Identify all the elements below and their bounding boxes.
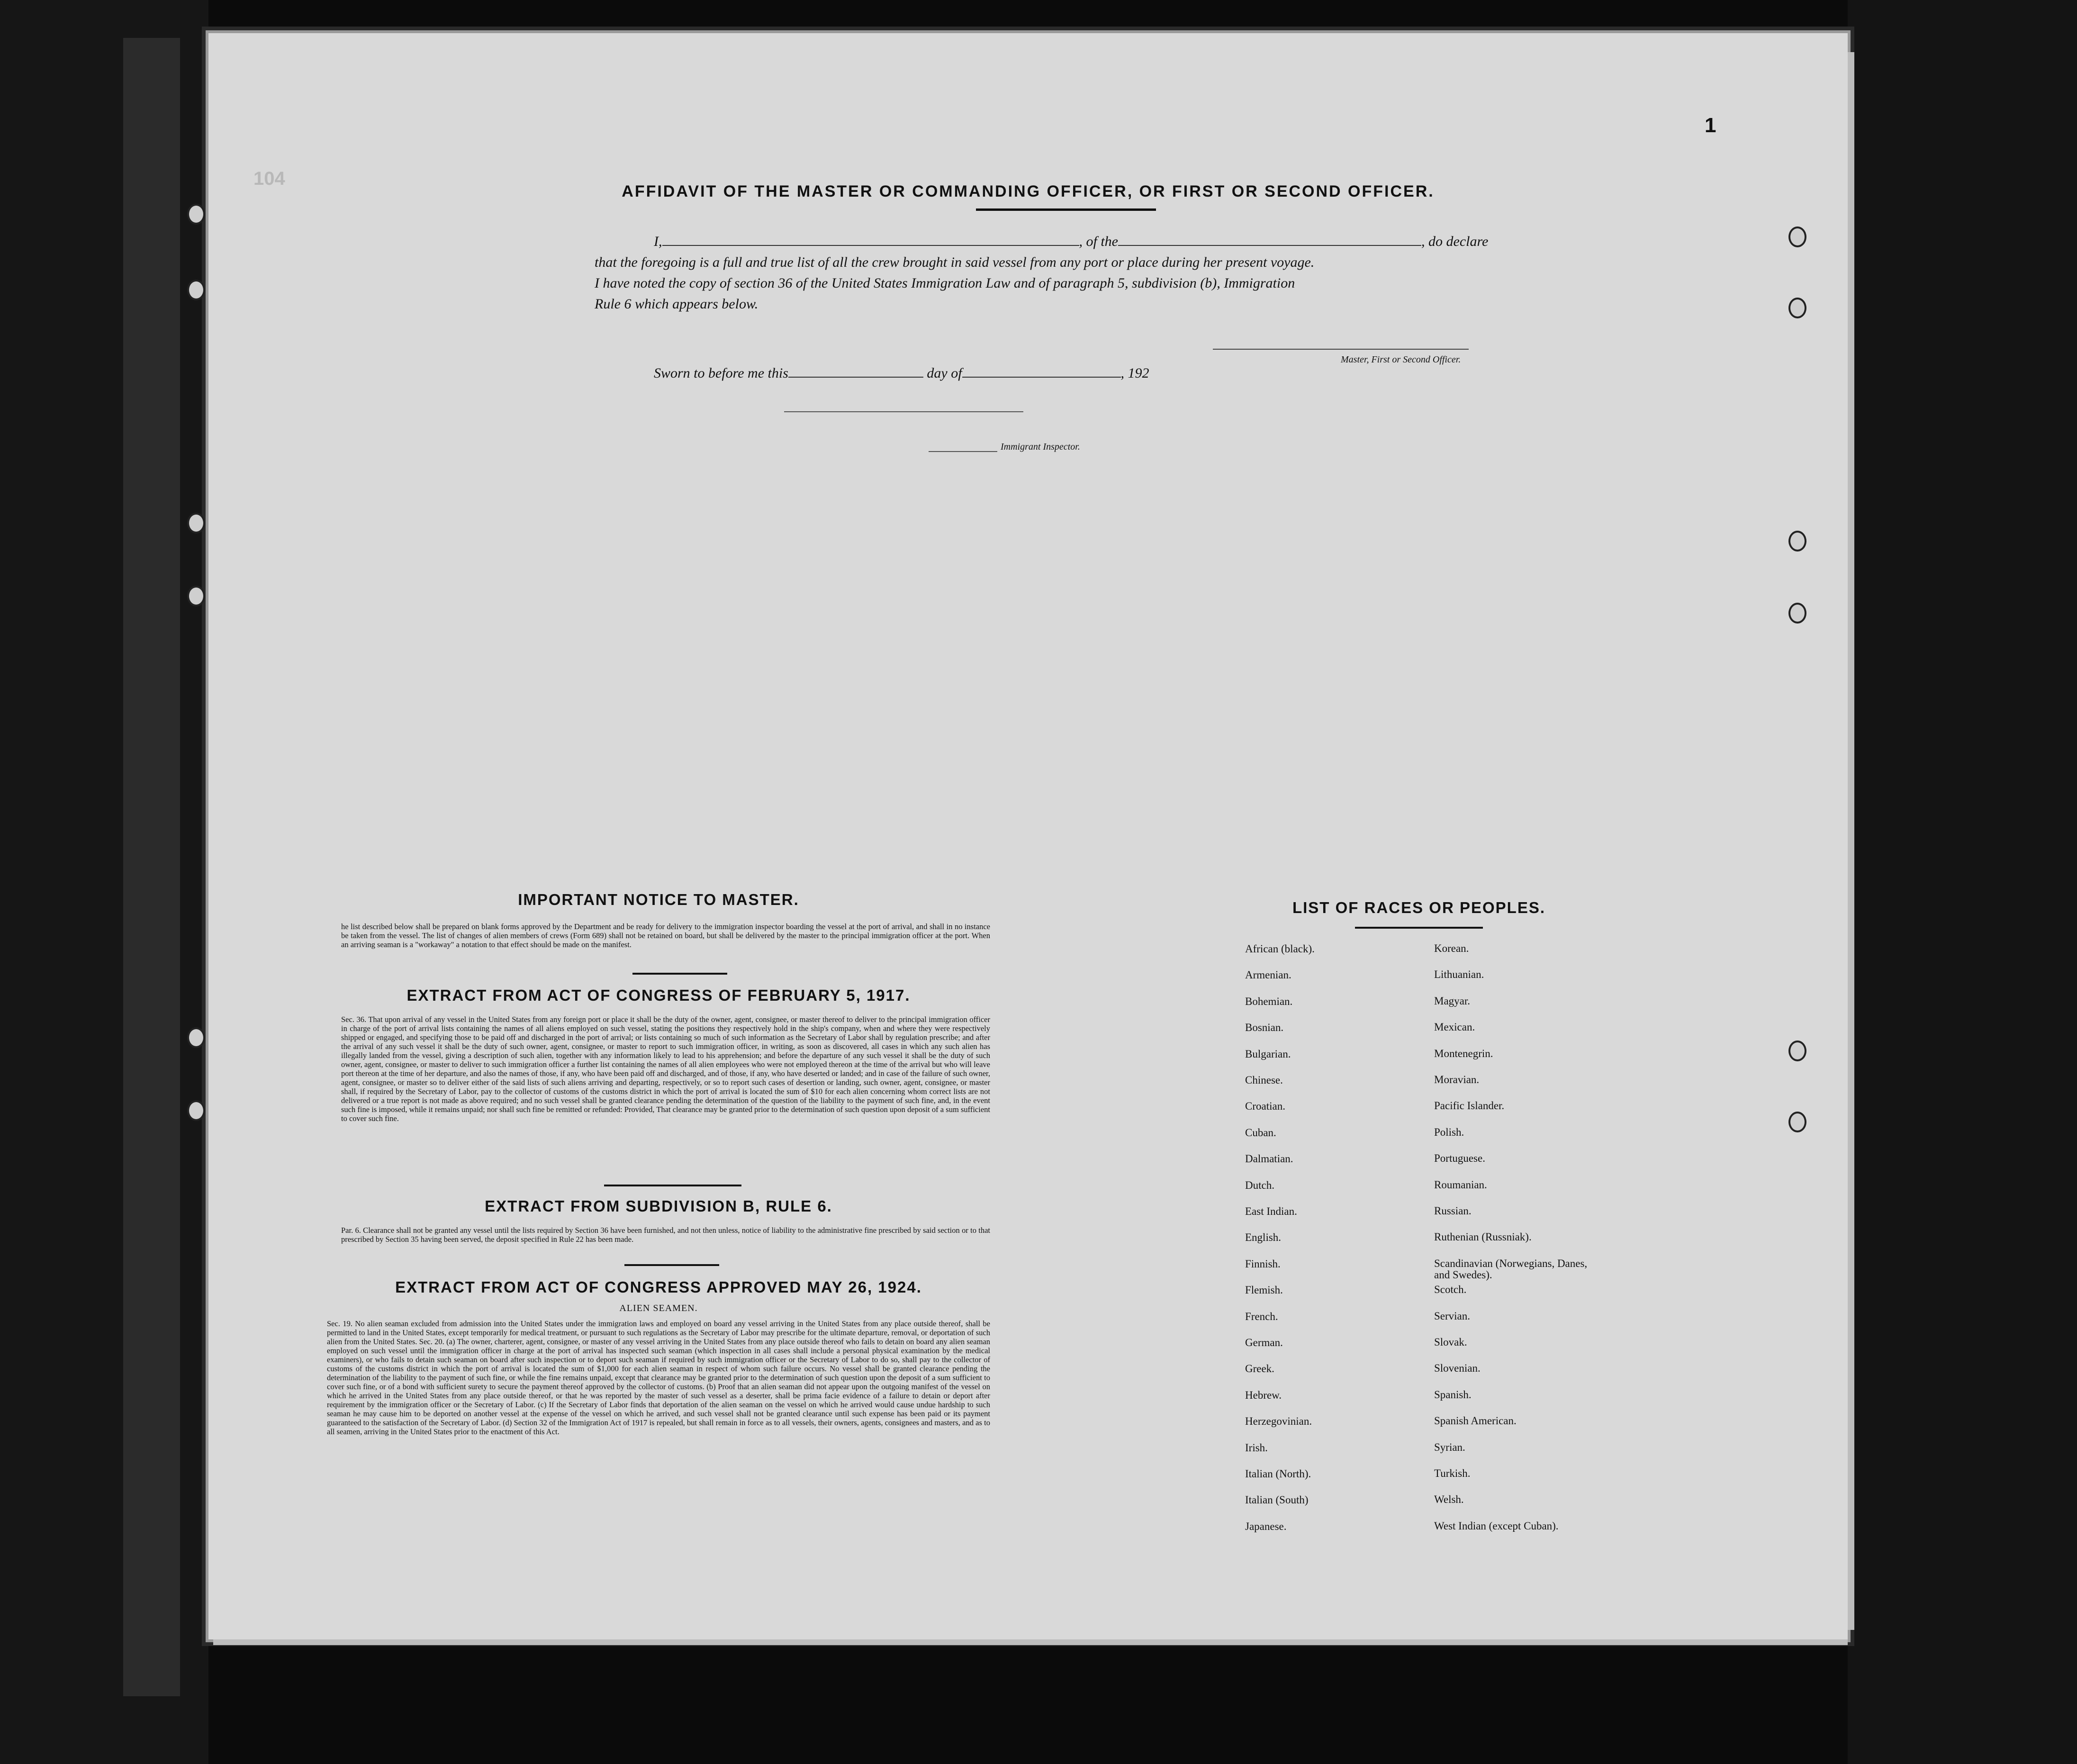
sworn-day: day of xyxy=(927,365,962,381)
rule6-body: Par. 6. Clearance shall not be granted any vessel until the lists required by Section 36 have been furnished, and not then unless, notice of liability to the administrative fine prescribed by said section or to that prescribed by Section 35 having been served, the deposit specified in Rule 22 has been made. xyxy=(341,1226,990,1244)
race-right-item: Roumanian. xyxy=(1434,1178,1487,1191)
race-left-item: English. xyxy=(1245,1231,1282,1244)
race-left-item: Chinese. xyxy=(1245,1074,1283,1086)
inspector-line-2[interactable] xyxy=(929,450,997,452)
race-right-item: Polish. xyxy=(1434,1126,1464,1138)
punch-hole xyxy=(187,586,205,606)
notice-rule xyxy=(632,973,727,975)
punch-hole xyxy=(187,513,205,534)
race-left-item: Hebrew. xyxy=(1245,1389,1282,1401)
race-right-item: Spanish American. xyxy=(1434,1415,1517,1427)
extract1917-body: Sec. 36. That upon arrival of any vessel in the United States from any foreign port or place it shall be the duty of the owner, agent, consignee, or master thereof to deliver to the principal immigration officer in charge of the port of arrival lists containing the names of all aliens employed on such vessel, stating the positions they respectively hold in the ship's company, when and where they were respectively shipped or engaged, and specifying those to be paid off and discharged in the port of arrival; or lists containing so much of such information as the Secretary of Labor shall by regulation prescribe; and after the arrival of any such vessel it shall be the duty of such owner, agent, consignee, or master to report to such immigration officer, in writing, as soon as discovered, all cases in which any such alien has illegally landed from the vessel, giving a description of such alien, together with any information likely to lead to his apprehension; and before the departure of any such vessel it shall be the duty of such owner, agent, consignee, or master to deliver to such immigration officer a further list containing the names of all alien employees who were not employed thereon at the time of the arrival but who will leave port thereon at the time of her departure, and also the names of those, if any, who have been paid off and discharged, and of those, if any, who have deserted or landed; and in case of the failure of such owner, agent, consignee, or master so to deliver either of the said lists of such aliens arriving and departing, respectively, or so to report such cases of desertion or landing, such owner, agent, consignee, or master shall, if required by the Secretary of Labor, pay to the collector of customs of the customs district in which the port of arrival is located the sum of $10 for each alien concerning whom correct lists are not delivered or a true report is not made as above required; and no such vessel shall be granted clearance pending the determination of the question of the liability to the payment of such fine, and, in the event such fine is imposed, while it remains unpaid; nor shall such fine be remitted or refunded: Provided, That clearance may be granted prior to the determination of such question upon deposit of a sum sufficient to cover such fine. xyxy=(341,1015,990,1123)
race-right-item: Lithuanian. xyxy=(1434,968,1484,981)
extract1917-rule xyxy=(604,1185,741,1186)
signature-line[interactable] xyxy=(1213,348,1469,350)
race-left-item: East Indian. xyxy=(1245,1205,1297,1217)
binder-strip xyxy=(123,38,180,1696)
race-right-item: Pacific Islander. xyxy=(1434,1100,1505,1112)
race-left-item: Armenian. xyxy=(1245,969,1291,981)
race-left-item: Cuban. xyxy=(1245,1126,1276,1139)
extract1917-title: EXTRACT FROM ACT OF CONGRESS OF FEBRUARY 5, 1917. xyxy=(406,986,911,1004)
race-left-item: Japanese. xyxy=(1245,1520,1287,1532)
race-right-item: Ruthenian (Russniak). xyxy=(1434,1231,1532,1243)
race-left-item: African (black). xyxy=(1245,943,1315,955)
race-right-item: Syrian. xyxy=(1434,1441,1465,1453)
sworn-year: , 192 xyxy=(1120,365,1149,381)
affidavit-line-2: that the foregoing is a full and true list of all the crew brought in said vessel from any port or place during her present voyage. xyxy=(595,254,1315,270)
race-right-item: Montenegrin. xyxy=(1434,1047,1493,1059)
vessel-blank[interactable] xyxy=(1118,233,1421,246)
race-left-item: Irish. xyxy=(1245,1441,1268,1454)
sworn-line xyxy=(654,363,1270,384)
punch-hole xyxy=(187,280,205,300)
binder-right xyxy=(1848,0,2077,1764)
notice-body: he list described below shall be prepared on blank forms approved by the Department and be ready for delivery to the immigration inspector boarding the vessel at the port of arrival, and shall in no instance be taken from the vessel. The list of changes of alien members of crews (Form 689) shall not be retained on board, but shall be delivered by the master to the principal immigration officer at the port. When an arriving seaman is a "workaway" a notation to that effect should be made on the manifest. xyxy=(341,922,990,949)
race-right-item: Scotch. xyxy=(1434,1284,1467,1296)
punch-hole xyxy=(1788,603,1806,624)
page-edge-right xyxy=(1848,52,1854,1630)
faint-page-number: 104 xyxy=(253,168,285,189)
races-title: LIST OF RACES OR PEOPLES. xyxy=(1292,899,1546,916)
punch-hole xyxy=(1788,1040,1806,1061)
extract1924-subtitle: ALIEN SEAMEN. xyxy=(619,1303,698,1313)
race-left-item: Dutch. xyxy=(1245,1179,1274,1191)
corner-mark: 1 xyxy=(1705,114,1716,137)
race-right-item: Welsh. xyxy=(1434,1493,1464,1506)
affidavit-line-3: I have noted the copy of section 36 of the United States Immigration Law and of paragraph 5, subdivision (b), Immigration xyxy=(595,275,1295,291)
affidavit-declare: , do declare xyxy=(1421,234,1489,249)
race-left-item: Italian (North). xyxy=(1245,1468,1311,1480)
affidavit-title: AFFIDAVIT OF THE MASTER OR COMMANDING OFFICER, OR FIRST OR SECOND OFFICER. xyxy=(622,182,1435,200)
inspector-caption: Immigrant Inspector. xyxy=(1001,442,1080,452)
race-right-item: Scandinavian (Norwegians, Danes, and Swedes). xyxy=(1434,1257,1588,1281)
race-left-item: Greek. xyxy=(1245,1363,1274,1375)
race-left-item: Croatian. xyxy=(1245,1100,1285,1113)
race-left-item: Bohemian. xyxy=(1245,995,1293,1007)
race-right-item: Slovak. xyxy=(1434,1336,1467,1348)
race-right-item: Mexican. xyxy=(1434,1021,1475,1033)
page-edge-bottom xyxy=(213,1639,1848,1645)
punch-hole xyxy=(1788,298,1806,318)
race-left-item: Herzegovinian. xyxy=(1245,1415,1312,1428)
sworn-month-blank[interactable] xyxy=(962,364,1121,378)
race-left-item: Flemish. xyxy=(1245,1284,1283,1296)
name-blank[interactable] xyxy=(662,233,1079,246)
affidavit-rule xyxy=(976,208,1156,211)
punch-hole xyxy=(187,1027,205,1048)
signature-caption: Master, First or Second Officer. xyxy=(1341,354,1461,365)
race-left-item: Bulgarian. xyxy=(1245,1048,1291,1060)
affidavit-i: I, xyxy=(654,234,662,249)
race-left-item: Italian (South) xyxy=(1245,1494,1309,1506)
notice-title: IMPORTANT NOTICE TO MASTER. xyxy=(518,891,799,908)
punch-hole xyxy=(1788,1112,1806,1132)
rule6-title: EXTRACT FROM SUBDIVISION B, RULE 6. xyxy=(485,1197,832,1215)
sworn-day-blank[interactable] xyxy=(788,364,923,378)
extract1924-title: EXTRACT FROM ACT OF CONGRESS APPROVED MAY 26, 1924. xyxy=(395,1278,922,1296)
race-left-item: Dalmatian. xyxy=(1245,1153,1293,1165)
race-left-item: Bosnian. xyxy=(1245,1022,1284,1034)
race-right-item: Moravian. xyxy=(1434,1074,1480,1086)
affidavit-of-the: , of the xyxy=(1079,234,1118,249)
sworn-prefix: Sworn to before me this xyxy=(654,365,788,381)
rule6-rule xyxy=(624,1264,719,1266)
punch-hole xyxy=(187,204,205,225)
affidavit-line-4: Rule 6 which appears below. xyxy=(595,296,759,312)
race-right-item: Magyar. xyxy=(1434,995,1471,1007)
race-right-item: Servian. xyxy=(1434,1310,1471,1322)
race-right-item: Korean. xyxy=(1434,942,1469,954)
race-right-item: West Indian (except Cuban). xyxy=(1434,1520,1559,1532)
race-right-item: Spanish. xyxy=(1434,1388,1472,1401)
race-right-item: Russian. xyxy=(1434,1205,1472,1217)
race-left-item: German. xyxy=(1245,1337,1283,1348)
race-left-item: French. xyxy=(1245,1310,1278,1322)
extract1924-body: Sec. 19. No alien seaman excluded from admission into the United States under the immigration laws and employed on board any vessel arriving in the United States from any place outside thereof, shall be permitted to land in the United States, except temporarily for medical treatment, or pursuant to such regulations as the Secretary of Labor may prescribe for the ultimate departure, removal, or deportation of such alien from the United States. Sec. 20. (a) The owner, charterer, agent, consignee, or master of any vessel arriving in the United States from any place outside thereof who fails to detain on board any alien seaman employed on such vessel until the immigration officer in charge at the port of arrival has inspected such seaman (which inspection in all cases shall include a personal physical examination by the medical examiners), or who fails to detain such seaman on board after such inspection or to deport such seaman if required by such immigration officer or the Secretary of Labor to do so, shall pay to the collector of customs of the customs district in which the port of arrival is located the sum of $1,000 for each alien seaman in respect of whom such failure occurs. No vessel shall be granted clearance pending the determination of the liability to the payment of such fine, or while the fine remains unpaid, except that clearance may be granted prior to the determination of such question upon the deposit of a sum sufficient to cover such fine, or of a bond with sufficient surety to secure the payment thereof approved by the collector of customs. (b) Proof that an alien seaman did not appear upon the outgoing manifest of the vessel on which he arrived in the United States from any place outside thereof, or that he was reported by the master of such vessel as a deserter, shall be prima facie evidence of a failure to detain or deport after requirement by the immigration officer or the Secretary of Labor. (c) If the Secretary of Labor finds that deportation of the alien seaman on the vessel on which he arrived would cause undue hardship to such seaman he may cause him to be deported on another vessel at the expense of the vessel on which he arrived, and such vessel shall not be granted clearance until such expense has been paid or its payment guaranteed to the satisfaction of the Secretary of Labor. (d) Section 32 of the Immigration Act of 1917 is repealed, but shall remain in force as to all vessels, their owners, agents, consignees and masters, and as to all seamen, arriving in the United States prior to the enactment of this Act. xyxy=(327,1319,990,1436)
race-right-item: Turkish. xyxy=(1434,1467,1471,1479)
inspector-line-1[interactable] xyxy=(784,410,1023,412)
race-right-item: Portuguese. xyxy=(1434,1152,1485,1165)
punch-hole xyxy=(187,1100,205,1121)
affidavit-line-1 xyxy=(654,231,1511,252)
punch-hole xyxy=(1788,531,1806,552)
race-right-item: Slovenian. xyxy=(1434,1362,1481,1375)
races-rule xyxy=(1355,927,1483,929)
punch-hole xyxy=(1788,226,1806,247)
race-left-item: Finnish. xyxy=(1245,1257,1281,1270)
